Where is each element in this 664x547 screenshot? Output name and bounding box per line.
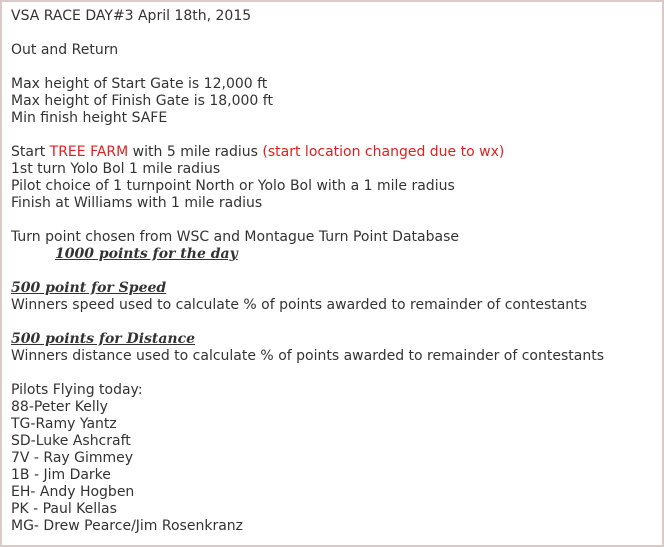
first-turn: 1st turn Yolo Bol 1 mile radius [11,161,221,177]
race-day-notice [11,8,656,535]
finish-gate-height: Max height of Finish Gate is 18,000 ft [11,93,273,109]
distance-heading [11,331,656,348]
task-type: Out and Return [11,42,119,58]
turnpoint-source: Turn point chosen from WSC and Montague Turn Point Database [11,229,459,245]
spacer [11,59,656,76]
points-total-label: 1000 points for the day [55,246,238,262]
distance-description: Winners distance used to calculate % of points awarded to remainder of contestants [11,348,604,364]
start-change-note: (start location changed due to wx) [262,144,505,160]
start-gate-height: Max height of Start Gate is 12,000 ft [11,76,268,92]
start-location: TREE FARM [49,144,129,160]
speed-description: Winners speed used to calculate % of points awarded to remainder of contestants [11,297,587,313]
finish-info: Finish at Williams with 1 mile radius [11,195,263,211]
spacer [11,212,656,229]
pilot-item: 88-Peter Kelly [11,399,108,415]
page-title: VSA RACE DAY#3 April 18th, 2015 [11,8,252,24]
min-finish-height: Min finish height SAFE [11,110,168,126]
pilots-heading: Pilots Flying today: [11,382,143,398]
speed-heading [11,280,656,297]
pilot-item: TG-Ramy Yantz [11,416,117,432]
pilot-item: SD-Luke Ashcraft [11,433,131,449]
points-total [11,246,656,263]
distance-heading-label: 500 points for Distance [11,331,196,347]
pilot-item: MG- Drew Pearce/Jim Rosenkranz [11,518,243,534]
spacer [11,127,656,144]
pilot-choice-turn: Pilot choice of 1 turnpoint North or Yolo Bol with a 1 mile radius [11,178,455,194]
start-info [11,144,656,161]
pilot-item: PK - Paul Kellas [11,501,117,517]
speed-heading-label: 500 point for Speed [11,280,167,296]
spacer [11,365,656,382]
pilot-item: EH- Andy Hogben [11,484,135,500]
spacer [11,25,656,42]
pilot-item: 7V - Ray Gimmey [11,450,134,466]
start-prefix: Start [11,144,50,160]
pilot-item: 1B - Jim Darke [11,467,111,483]
start-radius: with 5 mile radius [128,144,263,160]
spacer [11,263,656,280]
spacer [11,314,656,331]
